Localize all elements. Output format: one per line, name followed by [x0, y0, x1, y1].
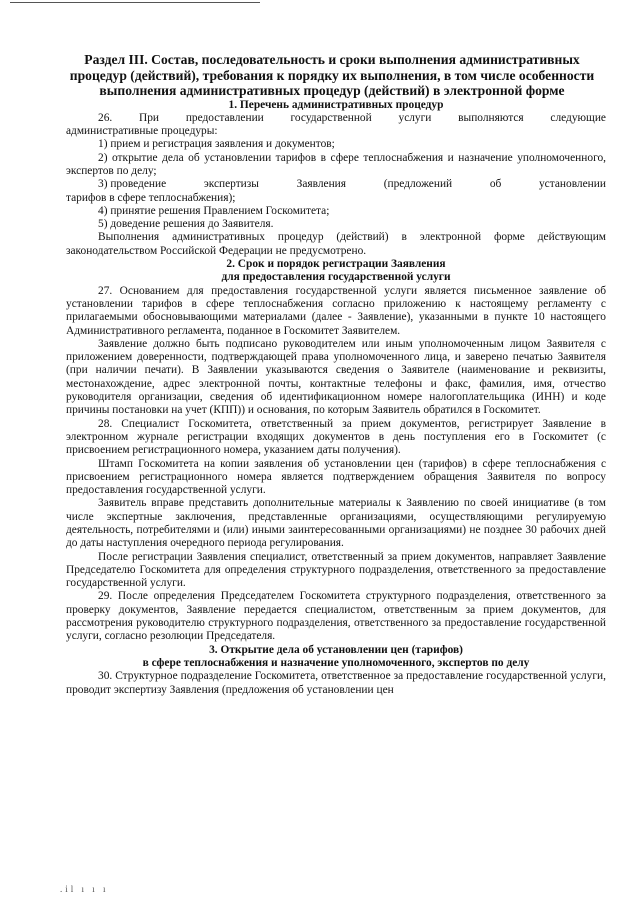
subsection-3-heading-line1: 3. Открытие дела об установлении цен (тарифов)	[209, 643, 463, 656]
subsection-3-heading-line2: в сфере теплоснабжения и назначение уполномоченного, экспертов по делу	[142, 656, 530, 669]
p26-rest: административные процедуры:	[66, 125, 218, 138]
electronic-form-paragraph: Выполнения административных процедур (действий) в электронной форме действующим законодательством Российской Федерации не предусмотрено.	[66, 231, 606, 257]
list-item-3-rest: тарифов в сфере теплоснабжения);	[66, 191, 236, 204]
p26-first-line: 26. При предоставлении государственной услуги выполняются следующие	[98, 111, 606, 124]
paragraph-28: 28. Специалист Госкомитета, ответственный за прием документов, регистрирует Заявление в электронном журнале регистрации входящих документов в день поступления его в Госкомитет (с присвоением регистрационного номера, указанием даты получения).	[66, 417, 606, 457]
scan-artifact-marks: .il ı ı ı	[60, 884, 109, 894]
subsection-2-heading-line1: 2. Срок и порядок регистрации Заявления	[226, 258, 446, 271]
subsection-2-heading-line2: для предоставления государственной услуги	[221, 271, 451, 284]
paragraph-30: 30. Структурное подразделение Госкомитета, ответственное за предоставление государственной услуги, проводит экспертизу Заявления (предложения об установлении цен	[66, 670, 606, 696]
list-item-1: 1) прием и регистрация заявления и документов;	[98, 138, 335, 151]
subsection-1-heading: 1. Перечень административных процедур	[228, 98, 444, 111]
document-page	[66, 52, 606, 697]
additional-materials-paragraph: Заявитель вправе представить дополнительные материалы к Заявлению по своей инициативе (в том числе экспертные заключения, представленные организациями, осуществляющими регулируемую деятельность, потребителями и (или) иными заинтересованными организациями) не позднее 30 рабочих дней до даты наступления очередного периода регулирования.	[66, 497, 606, 550]
list-item-3-first-line: 3) проведение экспертизы Заявления (предложений об установлении	[98, 178, 606, 191]
paragraph-27: 27. Основанием для предоставления государственной услуги является письменное заявление об установлении тарифов в сфере теплоснабжения согласно приложению к настоящему регламенту с прилагаемыми обосновывающими материалами (далее - Заявление), указанными в пункте 10 настоящего Административного регламента, поданное в Госкомитет Заявителем.	[66, 284, 606, 337]
top-rule	[10, 2, 260, 3]
list-item-2: 2) открытие дела об установлении тарифов в сфере теплоснабжения и назначение уполномоченного, экспертов по делу;	[66, 151, 606, 177]
stamp-paragraph: Штамп Госкомитета на копии заявления об установлении цен (тарифов) в сфере теплоснабжения с присвоением регистрационного номера является подтверждением обращения Заявителя по вопросу предоставления государственной услуги.	[66, 457, 606, 497]
signature-requirements-paragraph: Заявление должно быть подписано руководителем или иным уполномоченным лицом Заявителя с приложением доверенности, подтверждающей права уполномоченного лица, и заверено печатью Заявителя (при наличии печати). В Заявлении указываются сведения о Заявителе (наименование и реквизиты, местонахождение, адрес электронной почты, контактные телефоны и факс, фамилия, имя, отчество руководителя организации, сведения об идентификационном номере налогоплательщика (ИНН) и коде причины постановки на учет (КПП)) и основания, по которым Заявитель обратился в Госкомитет.	[66, 337, 606, 417]
section-title: Раздел III. Состав, последовательность и сроки выполнения административных процедур (действий), требования к порядку их выполнения, в том числе особенности выполнения административных процедур (действий) в электронной форме	[69, 52, 595, 98]
paragraph-29: 29. После определения Председателем Госкомитета структурного подразделения, ответственного за проверку документов, Заявление передается специалистом, ответственным за прием документов, для рассмотрения руководителю структурного подразделения, ответственного за предоставление государственной услуги, согласно резолюции Председателя.	[66, 590, 606, 643]
list-item-4: 4) принятие решения Правлением Госкомитета;	[98, 204, 330, 217]
after-registration-paragraph: После регистрации Заявления специалист, ответственный за прием документов, направляет Заявление Председателю Госкомитета для определения структурного подразделения, ответственного за предоставление государственной услуги.	[66, 550, 606, 590]
list-item-5: 5) доведение решения до Заявителя.	[98, 218, 274, 231]
